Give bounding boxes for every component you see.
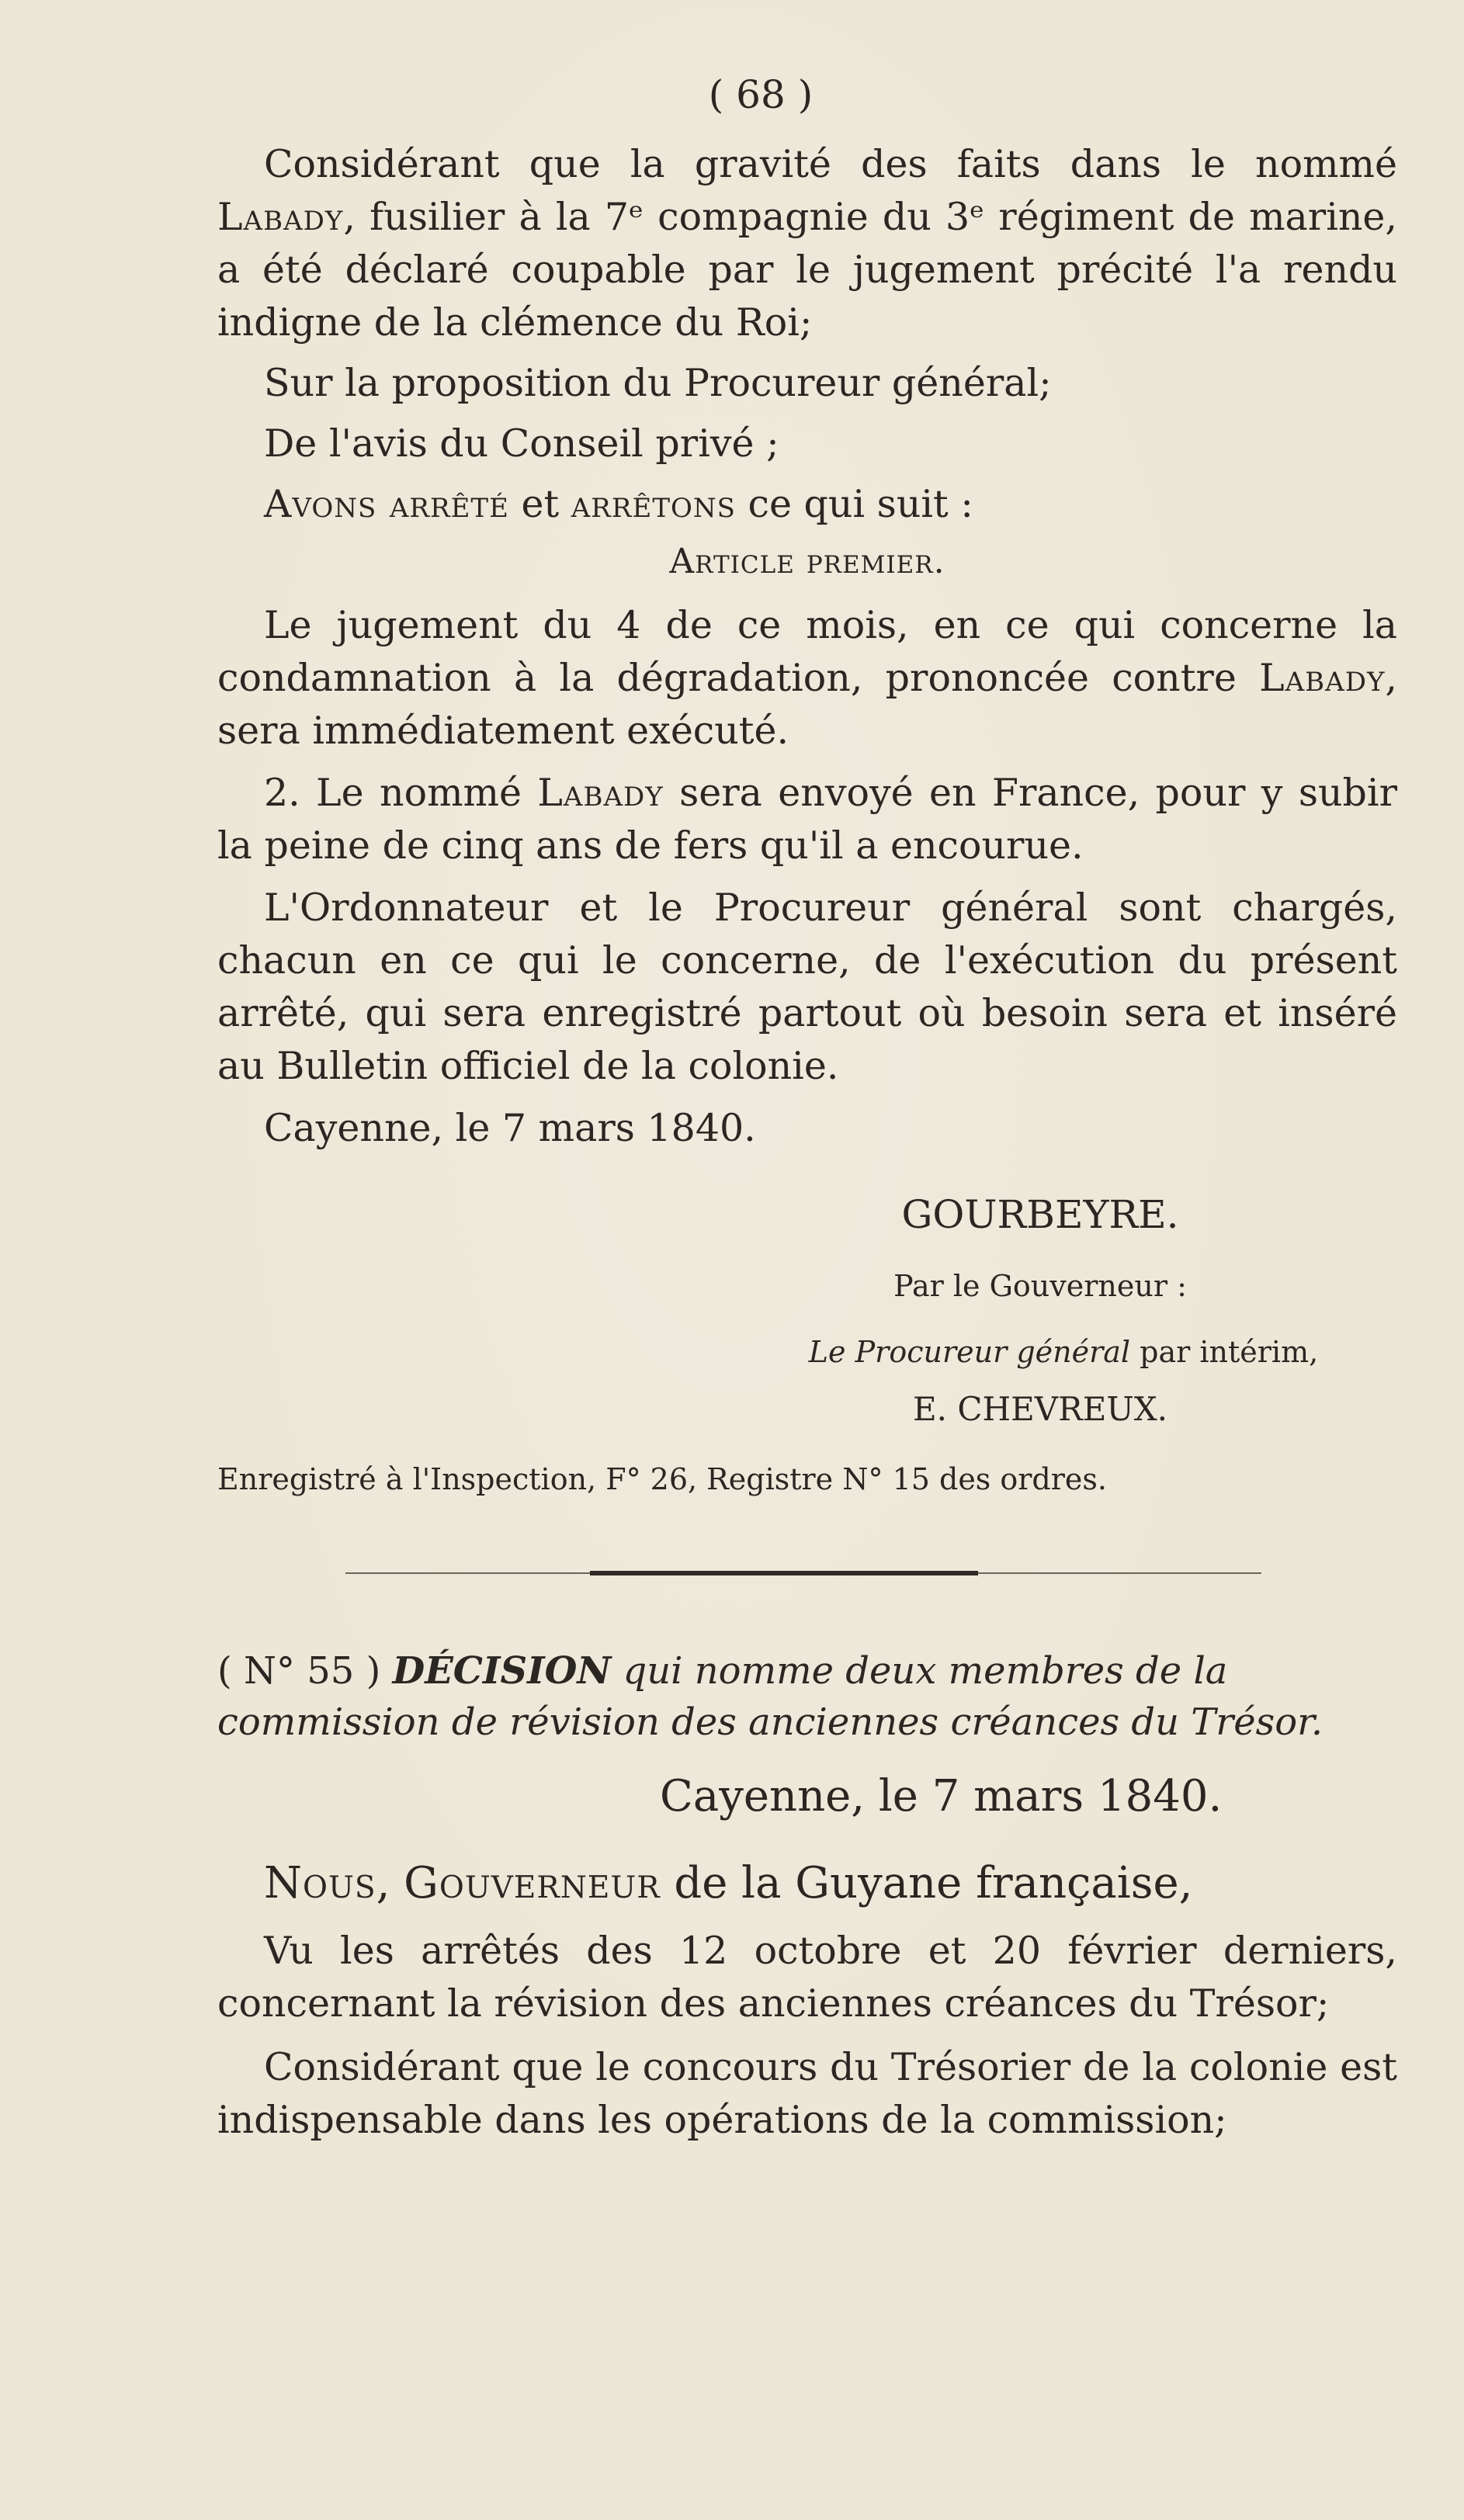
text-fragment: Nous <box>264 1858 376 1908</box>
section-separator-thick <box>590 1571 978 1575</box>
text-fragment: , fusilier à la 7ᵉ compagnie du 3ᵉ régiment de marine, a été déclaré coupable par le jugement précité l'a rendu indigne de la clémence du Roi; <box>217 195 1397 345</box>
paragraph-avis: De l'avis du Conseil privé ; <box>264 421 779 466</box>
text-fragment: Considérant que la gravité des faits dans le nommé <box>264 142 1397 186</box>
paragraph-nous: Nous, Gouverneur de la Guyane française, <box>264 1858 1193 1908</box>
paragraph-vu: Vu les arrêtés des 12 octobre et 20 février derniers, concernant la révision des anciennes créances du Trésor; <box>217 1929 1397 2026</box>
section-2 <box>217 1855 1397 2147</box>
text-fragment: de la Guyane française, <box>660 1858 1193 1908</box>
paragraph-arrete <box>217 478 1397 531</box>
text-fragment: par intérim, <box>1130 1335 1319 1369</box>
name-labady: Labady <box>217 195 344 239</box>
paragraph-article-2 <box>217 767 1397 872</box>
signature-chevreux: E. CHEVREUX. <box>912 1390 1168 1428</box>
name-labady: Labady <box>537 771 664 815</box>
text-fragment: , sera immédiatement exécuté. <box>217 656 1397 753</box>
text-fragment: arrêtons <box>571 482 736 526</box>
decision-title-rest: qui nomme deux membres de la commission de révision des anciennes créances du Trésor. <box>217 1649 1323 1744</box>
paragraph-considerant-tresorier: Considérant que le concours du Trésorier de la colonie est indispensable dans les opérations de la commission; <box>217 2045 1397 2142</box>
registration-note: Enregistré à l'Inspection, F° 26, Registre N° 15 des ordres. <box>217 1462 1107 1496</box>
text-fragment: Gouverneur <box>404 1858 661 1908</box>
decision-heading <box>217 1645 1397 1748</box>
text-fragment: 2. Le nommé <box>264 771 538 815</box>
decision-number: ( N° 55 ) <box>217 1649 381 1693</box>
text-fragment: ce qui suit : <box>735 482 973 526</box>
text-fragment: Avons arrêté <box>264 482 509 526</box>
decision-date: Cayenne, le 7 mars 1840. <box>660 1771 1223 1822</box>
paragraph-proposition: Sur la proposition du Procureur général; <box>264 361 1052 405</box>
paragraph-article-1 <box>217 599 1397 757</box>
text-fragment: Le Procureur général <box>808 1335 1131 1369</box>
text-fragment: sera envoyé en France, pour y subir la peine de cinq ans de fers qu'il a encourue. <box>217 771 1397 868</box>
article-title: Article premier. <box>669 542 945 581</box>
par-le-gouverneur: Par le Gouverneur : <box>893 1269 1187 1303</box>
paragraph-ordonnateur: L'Ordonnateur et le Procureur général sont chargés, chacun en ce qui le concerne, de l'exécution du présent arrêté, qui sera enregistré partout où besoin sera et inséré au Bulletin officiel de la colonie. <box>217 886 1397 1088</box>
decision-title-word: DÉCISION <box>392 1649 612 1693</box>
signature-gourbeyre: GOURBEYRE. <box>901 1192 1179 1237</box>
paragraph-considerant-labady <box>217 138 1397 349</box>
page-number: ( 68 ) <box>708 72 814 117</box>
text-fragment: et <box>508 482 571 526</box>
date-line: Cayenne, le 7 mars 1840. <box>264 1106 756 1150</box>
procureur-interim <box>768 1333 1358 1371</box>
section-1 <box>217 138 1397 1155</box>
text-fragment: Le jugement du 4 de ce mois, en ce qui concerne la condamnation à la dégradation, prononcée contre <box>217 603 1397 700</box>
name-labady: Labady <box>1259 656 1386 700</box>
